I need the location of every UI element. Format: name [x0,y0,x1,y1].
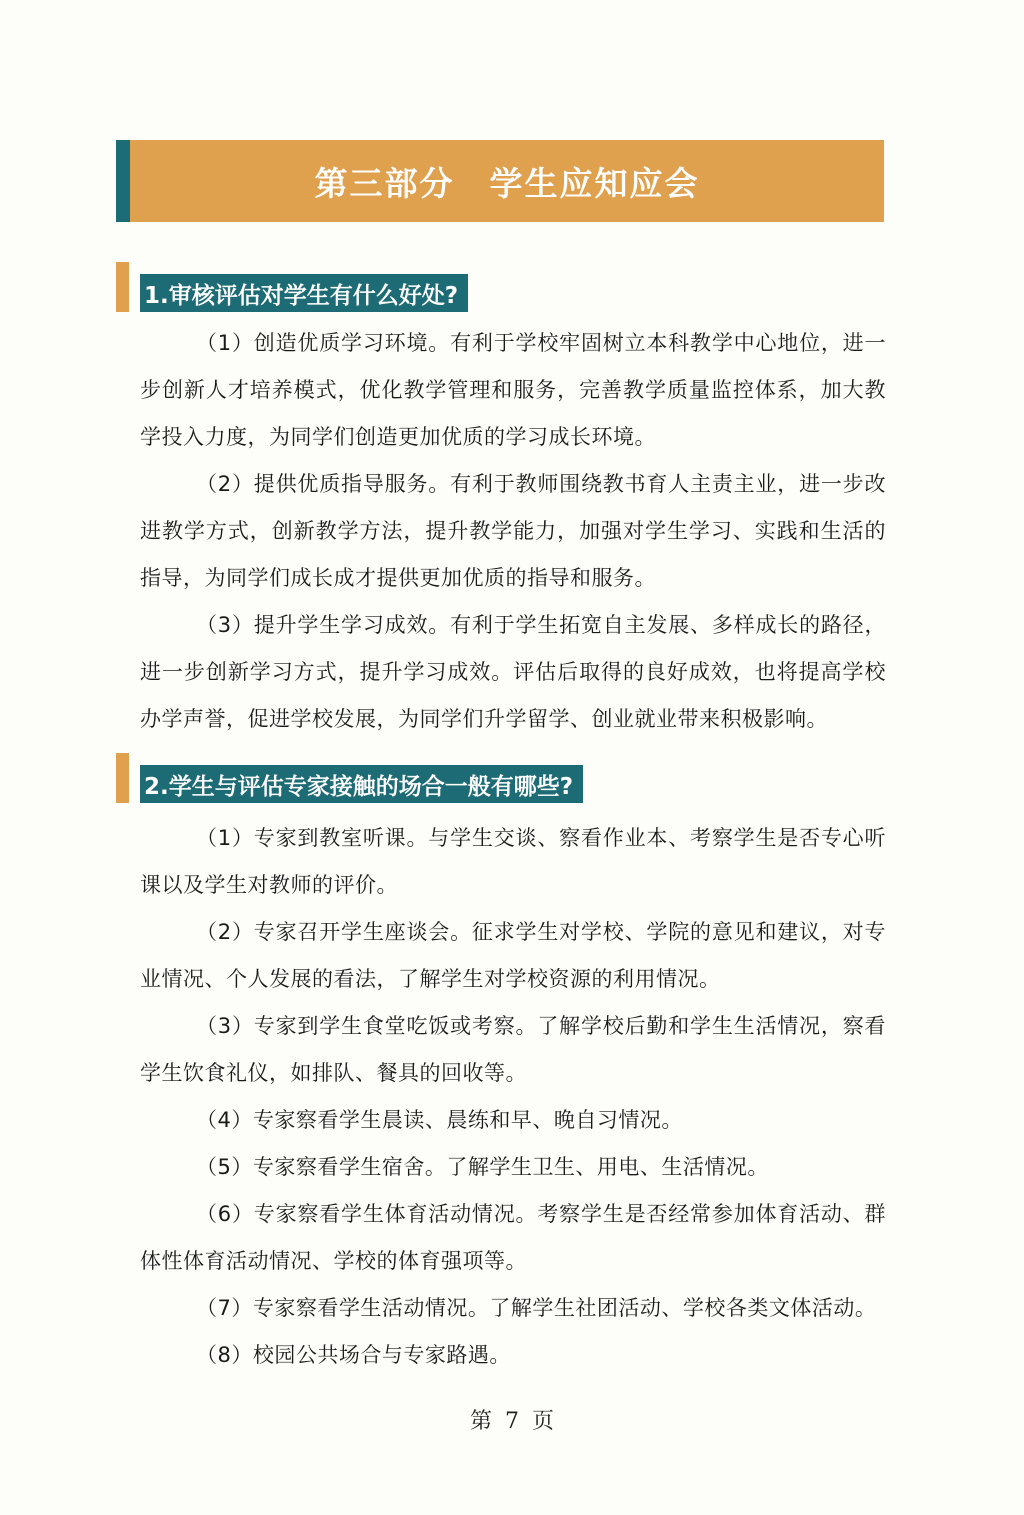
page-number: 第 7 页 [470,1409,554,1434]
paragraph: （8）校园公共场合与专家路遇。 [196,1343,511,1367]
paragraph: （3）专家到学生食堂吃饭或考察。了解学校后勤和学生生活情况，察看学生饮食礼仪，如排队、餐具的回收等。 [140,1014,886,1085]
paragraph: （2）提供优质指导服务。有利于教师围绕教书育人主责主业，进一步改进教学方式，创新教学方法，提升教学能力，加强对学生学习、实践和生活的指导，为同学们成长成才提供更加优质的指导和服务。 [140,472,886,590]
section-heading-1 [116,262,468,312]
paragraph: （1）创造优质学习环境。有利于学校牢固树立本科教学中心地位，进一步创新人才培养模式，优化教学管理和服务，完善教学质量监控体系，加大教学投入力度，为同学们创造更加优质的学习成长环境。 [140,331,886,449]
paragraph: （5）专家察看学生宿舍。了解学生卫生、用电、生活情况。 [196,1155,769,1179]
heading-accent-bar [116,753,129,803]
part-title: 第三部分 学生应知应会 [314,163,700,203]
paragraph: （1）专家到教室听课。与学生交谈、察看作业本、考察学生是否专心听课以及学生对教师的评价。 [140,826,886,897]
section-heading-label: 2.学生与评估专家接触的场合一般有哪些? [140,765,583,803]
heading-accent-bar [116,262,129,312]
paragraph: （3）提升学生学习成效。有利于学生拓宽自主发展、多样成长的路径，进一步创新学习方式，提升学习成效。评估后取得的良好成效，也将提高学校办学声誉，促进学校发展，为同学们升学留学、创业就业带来积极影响。 [140,613,886,731]
banner-accent-bar [116,140,130,222]
part-title-banner [116,140,884,222]
paragraph: （2）专家召开学生座谈会。征求学生对学校、学院的意见和建议，对专业情况、个人发展的看法，了解学生对学校资源的利用情况。 [140,920,886,991]
paragraph: （7）专家察看学生活动情况。了解学生社团活动、学校各类文体活动。 [196,1296,877,1320]
section-1-body [140,320,886,743]
section-heading-2 [116,753,583,803]
section-heading-label: 1.审核评估对学生有什么好处? [140,274,468,312]
paragraph: （6）专家察看学生体育活动情况。考察学生是否经常参加体育活动、群体性体育活动情况、学校的体育强项等。 [140,1202,886,1273]
paragraph: （4）专家察看学生晨读、晨练和早、晚自习情况。 [196,1108,683,1132]
section-2-body [140,815,886,1379]
